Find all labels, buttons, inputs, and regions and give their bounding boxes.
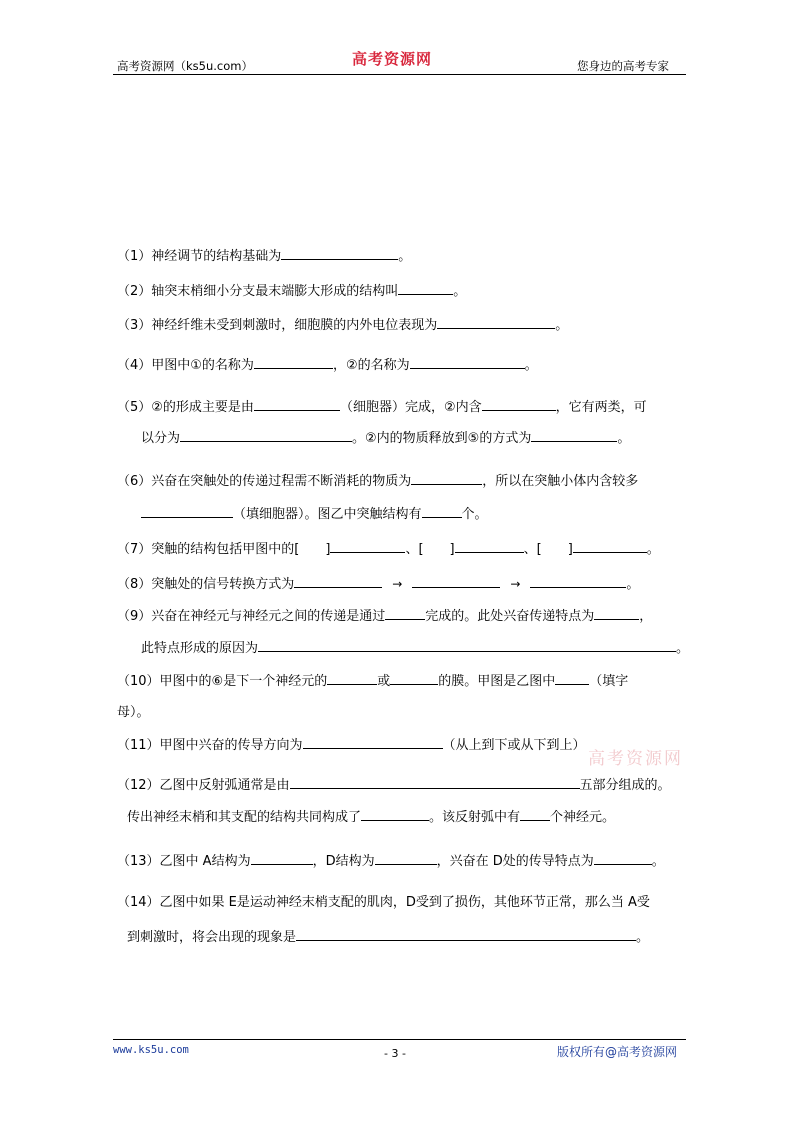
- answer-blank: [251, 852, 313, 865]
- answer-blank: [281, 247, 398, 260]
- answer-blank: [390, 672, 438, 685]
- header-divider: [113, 74, 686, 75]
- answer-blank: [141, 505, 233, 518]
- header-site-name: 高考资源网（ks5u.com）: [117, 59, 253, 73]
- question-3: （3）神经纤维未受到刺激时，细胞膜的内外电位表现为 。: [117, 318, 569, 333]
- question-10-line-2: 母）。: [117, 705, 150, 720]
- page-number: - 3 -: [384, 1047, 406, 1060]
- question-9-line-2: 此特点形成的原因为 。: [141, 641, 690, 656]
- question-14-line-2: 到刺激时，将会出现的现象是 。: [127, 930, 650, 945]
- answer-blank: [530, 575, 626, 588]
- answer-blank: [520, 808, 550, 821]
- question-8: （8）突触处的信号转换方式为 → → 。: [117, 577, 640, 592]
- question-10: （10）甲图中的⑥是下一个神经元的 或 的膜。甲图是乙图中 （填字: [117, 674, 629, 689]
- answer-blank: [482, 398, 556, 411]
- answer-blank: [180, 429, 352, 442]
- answer-blank: [412, 575, 500, 588]
- answer-blank: [303, 736, 443, 749]
- watermark: 高考资源网: [588, 749, 683, 769]
- header-logo: 高考资源网: [352, 50, 433, 68]
- question-7: （7）突触的结构包括甲图中的[ ] 、[ ] 、[ ] 。: [117, 542, 660, 557]
- answer-blank: [330, 540, 405, 553]
- question-5: （5）②的形成主要是由 （细胞器）完成，②内含 ，它有两类，可: [117, 400, 647, 415]
- footer-divider: [113, 1039, 686, 1040]
- answer-blank: [422, 505, 462, 518]
- answer-blank: [531, 429, 617, 442]
- question-12: （12）乙图中反射弧通常是由 五部分组成的。: [117, 778, 671, 793]
- answer-blank: [361, 808, 429, 821]
- answer-blank: [290, 776, 580, 789]
- answer-blank: [296, 928, 636, 941]
- question-2: （2）轴突末梢细小分支最末端膨大形成的结构叫 。: [117, 284, 467, 299]
- question-14: （14）乙图中如果 E是运动神经末梢支配的肌肉，D受到了损伤，其他环节正常，那么当 A受: [117, 895, 650, 910]
- answer-blank: [258, 639, 676, 652]
- arrow-icon: →: [392, 577, 403, 591]
- answer-blank: [398, 282, 453, 295]
- question-6-line-2: （填细胞器）。图乙中突触结构有 个。: [141, 505, 488, 524]
- answer-blank: [455, 540, 524, 553]
- answer-blank: [555, 672, 589, 685]
- answer-blank: [411, 472, 482, 485]
- header-slogan: 您身边的高考专家: [577, 59, 669, 73]
- answer-blank: [573, 540, 647, 553]
- answer-blank: [375, 852, 437, 865]
- arrow-icon: →: [510, 577, 521, 591]
- answer-blank: [254, 356, 333, 369]
- question-5-line-2: 以分为 。②内的物质释放到⑤的方式为 。: [141, 431, 631, 446]
- answer-blank: [437, 316, 555, 329]
- answer-blank: [327, 672, 377, 685]
- answer-blank: [385, 607, 425, 620]
- answer-blank: [294, 575, 382, 588]
- footer-url[interactable]: www.ks5u.com: [113, 1044, 189, 1056]
- question-4: （4）甲图中①的名称为 ，②的名称为 。: [117, 358, 538, 373]
- question-13: （13）乙图中 A结构为 ，D结构为 ，兴奋在 D处的传导特点为 。: [117, 854, 665, 869]
- answer-blank: [410, 356, 525, 369]
- question-1: （1）神经调节的结构基础为 。: [117, 249, 412, 264]
- answer-blank: [594, 852, 652, 865]
- question-9: （9）兴奋在神经元与神经元之间的传递是通过 完成的。此处兴奋传递特点为 ，: [117, 609, 653, 624]
- question-12-line-2: 传出神经末梢和其支配的结构共同构成了 。该反射弧中有 个神经元。: [127, 810, 616, 825]
- footer-copyright: 版权所有@高考资源网: [557, 1045, 678, 1059]
- question-11: （11）甲图中兴奋的传导方向为 （从上到下或从下到上）: [117, 738, 586, 753]
- answer-blank: [594, 607, 639, 620]
- question-6: （6）兴奋在突触处的传递过程需不断消耗的物质为 ，所以在突触小体内含较多: [117, 474, 639, 489]
- answer-blank: [254, 398, 340, 411]
